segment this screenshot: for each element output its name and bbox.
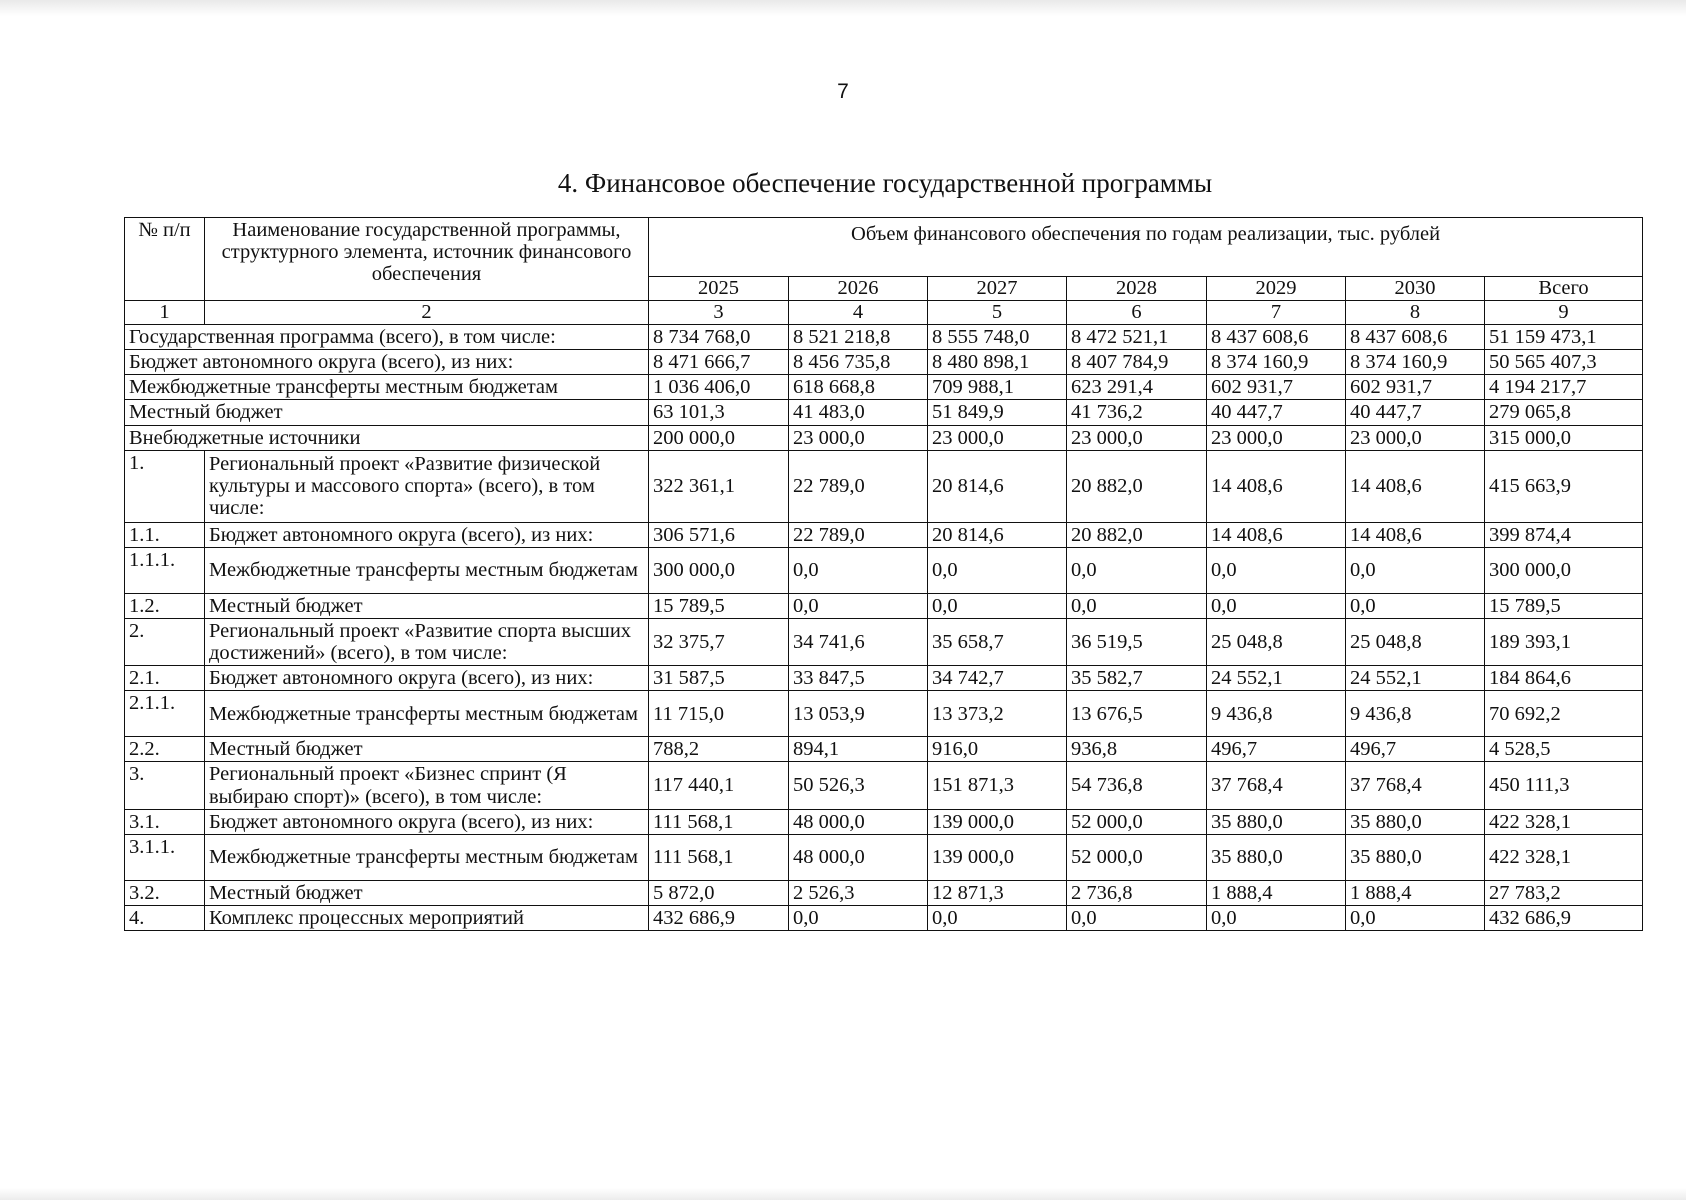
table-row [125,880,1643,905]
value-cell: 15 789,5 [1485,593,1643,618]
table-row [125,762,1643,809]
table-row [125,809,1643,834]
row-number: 3.1.1. [125,834,205,880]
row-name: Межбюджетные трансферты местным бюджетам [205,547,649,593]
value-cell: 14 408,6 [1346,450,1485,522]
row-name: Местный бюджет [205,737,649,762]
row-name: Региональный проект «Развитие спорта высших достижений» (всего), в том числе: [205,618,649,665]
summary-value-cell: 23 000,0 [1346,425,1485,450]
value-cell: 0,0 [928,547,1067,593]
summary-value-cell: 709 988,1 [928,375,1067,400]
row-number: 2. [125,618,205,665]
financing-table [124,217,1643,931]
row-number: 2.1.1. [125,691,205,737]
summary-value-cell: 8 456 735,8 [789,350,928,375]
value-cell: 4 528,5 [1485,737,1643,762]
summary-value-cell: 200 000,0 [649,425,789,450]
summary-value-cell: 4 194 217,7 [1485,375,1643,400]
summary-value-cell: 1 036 406,0 [649,375,789,400]
summary-row-name: Местный бюджет [125,400,649,425]
row-name: Бюджет автономного округа (всего), из них: [205,522,649,547]
value-cell: 34 742,7 [928,666,1067,691]
header-name: Наименование государственной программы, структурного элемента, источник финансового обеспечения [205,218,649,301]
summary-value-cell: 50 565 407,3 [1485,350,1643,375]
row-name: Местный бюджет [205,593,649,618]
value-cell: 151 871,3 [928,762,1067,809]
summary-value-cell: 23 000,0 [928,425,1067,450]
value-cell: 111 568,1 [649,834,789,880]
value-cell: 35 658,7 [928,618,1067,665]
header-year: 2027 [928,277,1067,301]
value-cell: 0,0 [928,593,1067,618]
header-total: Всего [1485,277,1643,301]
header-year: 2025 [649,277,789,301]
value-cell: 25 048,8 [1207,618,1346,665]
summary-value-cell: 623 291,4 [1067,375,1207,400]
summary-value-cell: 602 931,7 [1207,375,1346,400]
column-index: 3 [649,301,789,325]
value-cell: 0,0 [1346,547,1485,593]
value-cell: 496,7 [1207,737,1346,762]
value-cell: 48 000,0 [789,809,928,834]
row-number: 3.2. [125,880,205,905]
value-cell: 11 715,0 [649,691,789,737]
summary-value-cell: 8 555 748,0 [928,325,1067,350]
summary-value-cell: 602 931,7 [1346,375,1485,400]
summary-value-cell: 23 000,0 [789,425,928,450]
table-row [125,618,1643,665]
table-row [125,834,1643,880]
value-cell: 422 328,1 [1485,834,1643,880]
header-number: № п/п [125,218,205,301]
value-cell: 20 882,0 [1067,522,1207,547]
value-cell: 20 814,6 [928,450,1067,522]
value-cell: 22 789,0 [789,522,928,547]
value-cell: 32 375,7 [649,618,789,665]
summary-value-cell: 23 000,0 [1067,425,1207,450]
summary-value-cell: 8 471 666,7 [649,350,789,375]
value-cell: 36 519,5 [1067,618,1207,665]
row-number: 2.2. [125,737,205,762]
value-cell: 37 768,4 [1346,762,1485,809]
value-cell: 300 000,0 [649,547,789,593]
value-cell: 0,0 [789,547,928,593]
value-cell: 24 552,1 [1346,666,1485,691]
table-row [125,547,1643,593]
value-cell: 35 880,0 [1346,834,1485,880]
scan-edge-top [0,0,1686,16]
table-row [125,905,1643,930]
value-cell: 189 393,1 [1485,618,1643,665]
value-cell: 25 048,8 [1346,618,1485,665]
summary-value-cell: 8 480 898,1 [928,350,1067,375]
table-row [125,593,1643,618]
value-cell: 894,1 [789,737,928,762]
value-cell: 5 872,0 [649,880,789,905]
value-cell: 37 768,4 [1207,762,1346,809]
row-name: Бюджет автономного округа (всего), из них: [205,809,649,834]
value-cell: 0,0 [1207,905,1346,930]
table-row [125,691,1643,737]
value-cell: 788,2 [649,737,789,762]
summary-value-cell: 63 101,3 [649,400,789,425]
value-cell: 24 552,1 [1207,666,1346,691]
value-cell: 0,0 [1346,593,1485,618]
value-cell: 1 888,4 [1346,880,1485,905]
row-name: Межбюджетные трансферты местным бюджетам [205,834,649,880]
summary-row [125,325,1643,350]
value-cell: 432 686,9 [649,905,789,930]
summary-value-cell: 8 472 521,1 [1067,325,1207,350]
value-cell: 0,0 [928,905,1067,930]
summary-value-cell: 8 734 768,0 [649,325,789,350]
value-cell: 13 373,2 [928,691,1067,737]
summary-row-name: Государственная программа (всего), в том числе: [125,325,649,350]
value-cell: 0,0 [1067,547,1207,593]
table-row [125,522,1643,547]
value-cell: 184 864,6 [1485,666,1643,691]
column-index: 5 [928,301,1067,325]
value-cell: 70 692,2 [1485,691,1643,737]
value-cell: 0,0 [1067,905,1207,930]
value-cell: 48 000,0 [789,834,928,880]
value-cell: 0,0 [789,905,928,930]
value-cell: 117 440,1 [649,762,789,809]
value-cell: 300 000,0 [1485,547,1643,593]
summary-row-name: Межбюджетные трансферты местным бюджетам [125,375,649,400]
value-cell: 496,7 [1346,737,1485,762]
row-name: Региональный проект «Бизнес спринт (Я выбираю спорт)» (всего), в том числе: [205,762,649,809]
value-cell: 306 571,6 [649,522,789,547]
value-cell: 14 408,6 [1207,522,1346,547]
value-cell: 27 783,2 [1485,880,1643,905]
value-cell: 54 736,8 [1067,762,1207,809]
row-number: 3. [125,762,205,809]
value-cell: 0,0 [1207,547,1346,593]
table-row [125,450,1643,522]
summary-value-cell: 8 437 608,6 [1207,325,1346,350]
page-number: 7 [837,80,849,103]
table-row [125,666,1643,691]
row-name: Региональный проект «Развитие физической культуры и массового спорта» (всего), в том числе: [205,450,649,522]
header-year: 2026 [789,277,928,301]
column-index: 8 [1346,301,1485,325]
value-cell: 0,0 [1346,905,1485,930]
column-index: 6 [1067,301,1207,325]
row-number: 1.2. [125,593,205,618]
value-cell: 399 874,4 [1485,522,1643,547]
header-year: 2029 [1207,277,1346,301]
row-name: Бюджет автономного округа (всего), из них: [205,666,649,691]
summary-value-cell: 23 000,0 [1207,425,1346,450]
document-title: 4. Финансовое обеспечение государственной программы [557,168,1213,198]
summary-value-cell: 41 736,2 [1067,400,1207,425]
value-cell: 450 111,3 [1485,762,1643,809]
row-number: 4. [125,905,205,930]
value-cell: 34 741,6 [789,618,928,665]
value-cell: 9 436,8 [1207,691,1346,737]
value-cell: 139 000,0 [928,834,1067,880]
value-cell: 139 000,0 [928,809,1067,834]
value-cell: 916,0 [928,737,1067,762]
value-cell: 35 582,7 [1067,666,1207,691]
summary-value-cell: 279 065,8 [1485,400,1643,425]
header-row [125,218,1643,277]
value-cell: 35 880,0 [1346,809,1485,834]
row-number: 3.1. [125,809,205,834]
value-cell: 22 789,0 [789,450,928,522]
value-cell: 35 880,0 [1207,834,1346,880]
value-cell: 13 676,5 [1067,691,1207,737]
value-cell: 2 736,8 [1067,880,1207,905]
column-index: 9 [1485,301,1643,325]
summary-row-name: Внебюджетные источники [125,425,649,450]
summary-value-cell: 8 437 608,6 [1346,325,1485,350]
column-index: 4 [789,301,928,325]
value-cell: 322 361,1 [649,450,789,522]
summary-row [125,425,1643,450]
summary-value-cell: 618 668,8 [789,375,928,400]
value-cell: 111 568,1 [649,809,789,834]
header-year: 2028 [1067,277,1207,301]
summary-value-cell: 8 407 784,9 [1067,350,1207,375]
summary-value-cell: 8 374 160,9 [1346,350,1485,375]
value-cell: 415 663,9 [1485,450,1643,522]
summary-value-cell: 8 521 218,8 [789,325,928,350]
value-cell: 936,8 [1067,737,1207,762]
value-cell: 31 587,5 [649,666,789,691]
value-cell: 0,0 [1207,593,1346,618]
row-name: Местный бюджет [205,880,649,905]
value-cell: 422 328,1 [1485,809,1643,834]
row-number: 2.1. [125,666,205,691]
value-cell: 14 408,6 [1207,450,1346,522]
summary-row [125,375,1643,400]
header-index-row [125,301,1643,325]
value-cell: 20 882,0 [1067,450,1207,522]
header-year: 2030 [1346,277,1485,301]
scan-edge-bottom [0,1188,1686,1200]
column-index: 2 [205,301,649,325]
value-cell: 0,0 [789,593,928,618]
value-cell: 14 408,6 [1346,522,1485,547]
summary-value-cell: 40 447,7 [1207,400,1346,425]
value-cell: 12 871,3 [928,880,1067,905]
header-volume: Объем финансового обеспечения по годам реализации, тыс. рублей [649,218,1643,277]
table-row [125,737,1643,762]
value-cell: 2 526,3 [789,880,928,905]
value-cell: 432 686,9 [1485,905,1643,930]
row-number: 1.1. [125,522,205,547]
summary-row [125,350,1643,375]
value-cell: 15 789,5 [649,593,789,618]
summary-value-cell: 51 849,9 [928,400,1067,425]
row-name: Межбюджетные трансферты местным бюджетам [205,691,649,737]
value-cell: 52 000,0 [1067,834,1207,880]
table-body [125,218,1643,931]
summary-value-cell: 40 447,7 [1346,400,1485,425]
value-cell: 33 847,5 [789,666,928,691]
column-index: 1 [125,301,205,325]
value-cell: 1 888,4 [1207,880,1346,905]
value-cell: 50 526,3 [789,762,928,809]
value-cell: 20 814,6 [928,522,1067,547]
summary-value-cell: 51 159 473,1 [1485,325,1643,350]
summary-row-name: Бюджет автономного округа (всего), из них: [125,350,649,375]
row-number: 1.1.1. [125,547,205,593]
value-cell: 0,0 [1067,593,1207,618]
value-cell: 13 053,9 [789,691,928,737]
summary-value-cell: 8 374 160,9 [1207,350,1346,375]
value-cell: 35 880,0 [1207,809,1346,834]
value-cell: 9 436,8 [1346,691,1485,737]
summary-value-cell: 41 483,0 [789,400,928,425]
column-index: 7 [1207,301,1346,325]
row-number: 1. [125,450,205,522]
summary-value-cell: 315 000,0 [1485,425,1643,450]
summary-row [125,400,1643,425]
value-cell: 52 000,0 [1067,809,1207,834]
row-name: Комплекс процессных мероприятий [205,905,649,930]
